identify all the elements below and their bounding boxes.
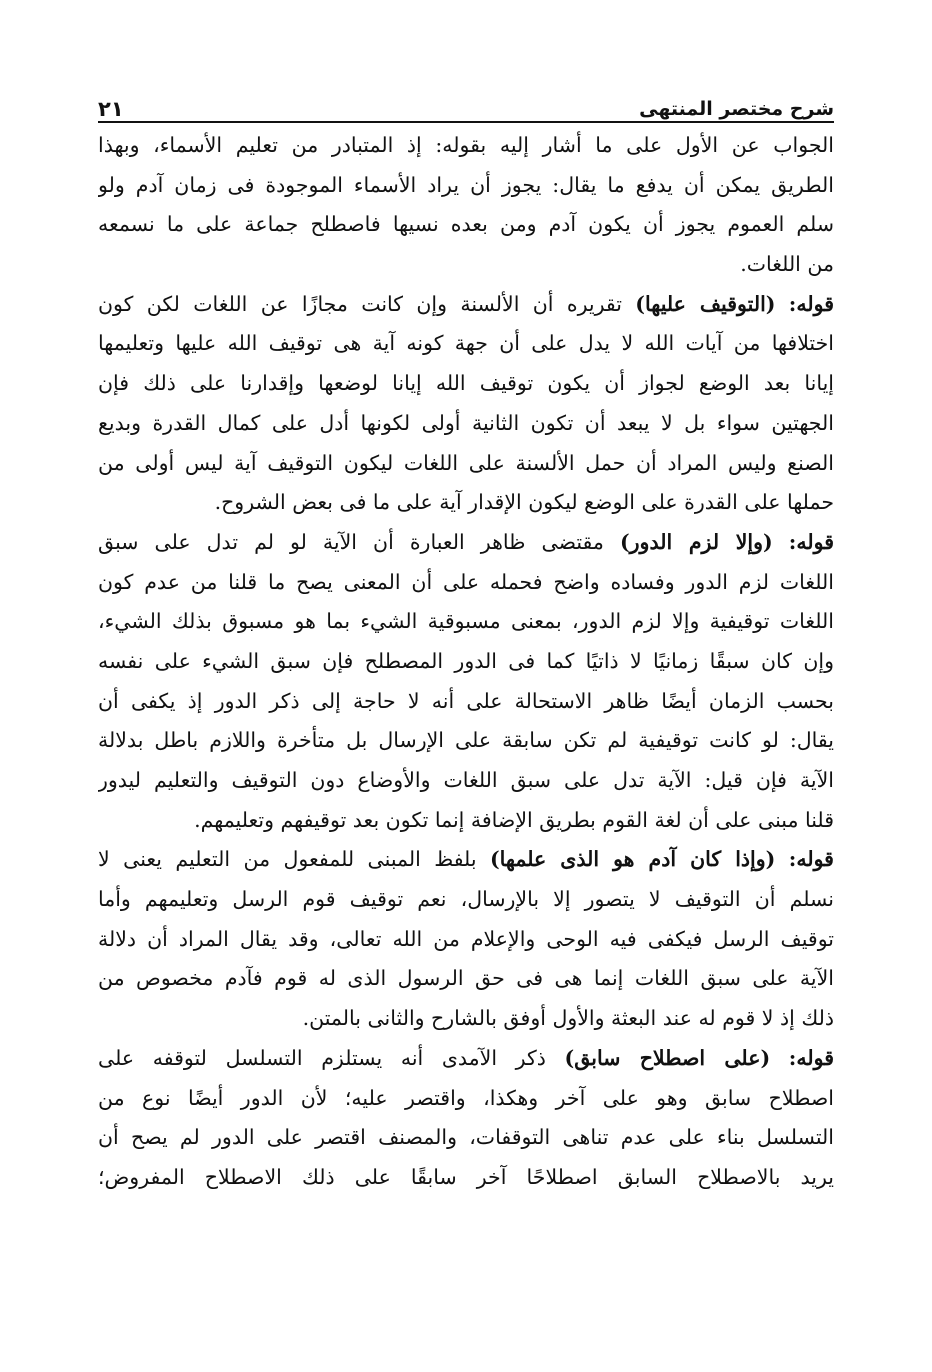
paragraph-1 bbox=[98, 126, 834, 285]
text-line: سلم العموم يجوز أن يكون آدم ومن بعده نسيها فاصطلح جماعة على ما نسمعه bbox=[98, 212, 834, 237]
text-line bbox=[98, 523, 834, 563]
text-line: اصطلاح سابق وهو على آخر وهكذا، واقتصر عليه؛ لأن الدور أيضًا نوع من bbox=[98, 1085, 834, 1110]
line-text: تقريره أن الألسنة وإن كانت مجازًا عن اللغات لكن كون bbox=[98, 291, 636, 316]
text-line: يريد بالاصطلاح السابق اصطلاحًا آخر سابقًا على ذلك الاصطلاح المفروض؛ bbox=[98, 1164, 834, 1189]
text-line: الآية على سبق اللغات إنما هى فى حق الرسول الذى له قوم فآدم مخصوص من bbox=[98, 966, 834, 991]
lemma-heading: (وإذا كان آدم هو الذى علمها) bbox=[489, 847, 776, 872]
paragraph-2 bbox=[98, 285, 834, 523]
text-line: التسلسل بناء على عدم تناهى التوقفات، والمصنف اقتصر على الدور لم يصح أن bbox=[98, 1125, 834, 1150]
paragraph-4 bbox=[98, 840, 834, 1038]
commentary-label: قوله: bbox=[788, 529, 834, 554]
body-text bbox=[98, 126, 834, 1198]
header-rule bbox=[98, 121, 834, 123]
text-line: يقال: لو كانت توقيفية لم تكن سابقة على الإرسال بل متأخرة واللازم باطل بدلالة bbox=[98, 728, 834, 753]
text-line: اللغات لزم الدور وفساده واضح فحمله على أن المعنى يصح ما قلنا من عدم كون bbox=[98, 569, 834, 594]
running-head bbox=[98, 84, 834, 120]
text-line: توقيف الرسل فيكفى فيه الوحى والإعلام من الله تعالى، وقد يقال المراد أن دلالة bbox=[98, 926, 834, 951]
text-line: قلنا مبنى على أن لغة القوم بطريق الإضافة إنما تكون بعد توقيفهم وتعليمهم. bbox=[194, 807, 834, 832]
line-text: مقتضى ظاهر العبارة أن الآية لو لم تدل على سبق bbox=[98, 529, 620, 554]
text-line: ذلك إذ لا قوم له عند البعثة والأول أوفق بالشارح والثانى بالمتن. bbox=[302, 1006, 834, 1031]
text-line: نسلم أن التوقيف لا يتصور إلا بالإرسال، نعم توقيف قوم الرسل وتعليمهم وأما bbox=[98, 887, 834, 912]
text-line bbox=[98, 1039, 834, 1079]
line-text: ذكر الآمدى أنه يستلزم التسلسل لتوقفه على bbox=[98, 1045, 565, 1070]
text-line: من اللغات. bbox=[740, 252, 834, 277]
commentary-label: قوله: bbox=[788, 291, 834, 316]
lemma-heading: (وإلا لزم الدور) bbox=[619, 529, 773, 554]
text-line: الصنع وليس المراد أن حمل الألسنة على اللغات ليكون التوقيف آية ليس أولى من bbox=[98, 450, 834, 475]
commentary-label: قوله: bbox=[788, 847, 834, 872]
line-text: بلفظ المبنى للمفعول من التعليم يعنى لا bbox=[98, 847, 490, 872]
text-line bbox=[98, 285, 834, 325]
text-line: بحسب الزمان أيضًا ظاهر الاستحالة على أنه لا حاجة إلى ذكر الدور إذ يكفى أن bbox=[98, 688, 834, 713]
text-line bbox=[98, 840, 834, 880]
text-line: إيانا بعد الوضع لجواز أن يكون توقيف الله إيانا لوضعها وإقدارنا على ذلك فإن bbox=[98, 371, 834, 396]
commentary-label: قوله: bbox=[788, 1045, 834, 1070]
text-line: الجواب عن الأول على ما أشار إليه بقوله: إذ المتبادر من تعليم الأسماء، وبهذا bbox=[98, 133, 834, 157]
text-line: اللغات توقيفية وإلا لزم الدور، بمعنى مسبوقية الشيء بما هو مسبوق بذلك الشيء، bbox=[98, 609, 834, 634]
text-line: الطريق يمكن أن يدفع ما يقال: يجوز أن يراد الأسماء الموجودة فى زمان آدم ولو bbox=[98, 172, 834, 197]
paragraph-5 bbox=[98, 1039, 834, 1198]
paragraph-3 bbox=[98, 523, 834, 841]
running-title: شرح مختصر المنتهى bbox=[639, 98, 834, 120]
text-line: اختلافها من آيات الله لا يدل على أن جهة كونه آية هى توقيف الله عليها وتعليمها bbox=[98, 331, 834, 356]
page-number: ٢١ bbox=[98, 97, 124, 121]
text-line: الآية فإن قيل: الآية تدل على سبق اللغات والأوضاع دون التوقيف والتعليم ليدور bbox=[98, 768, 834, 792]
text-line: الجهتين سواء بل لا يبعد أن تكون الثانية أولى لكونها أدل على كمال القدرة وبديع bbox=[98, 410, 834, 435]
text-line: حملها على القدرة على الوضع ليكون الإقدار آية على ما فى بعض الشروح. bbox=[214, 490, 834, 515]
lemma-heading: (على اصطلاح سابق) bbox=[564, 1045, 771, 1070]
text-line: وإن كان سبقًا زمانيًا لا ذاتيًا كما فى الدور المصطلح فإن سبق الشيء على نفسه bbox=[98, 648, 834, 673]
lemma-heading: (التوقيف عليها) bbox=[635, 291, 776, 316]
